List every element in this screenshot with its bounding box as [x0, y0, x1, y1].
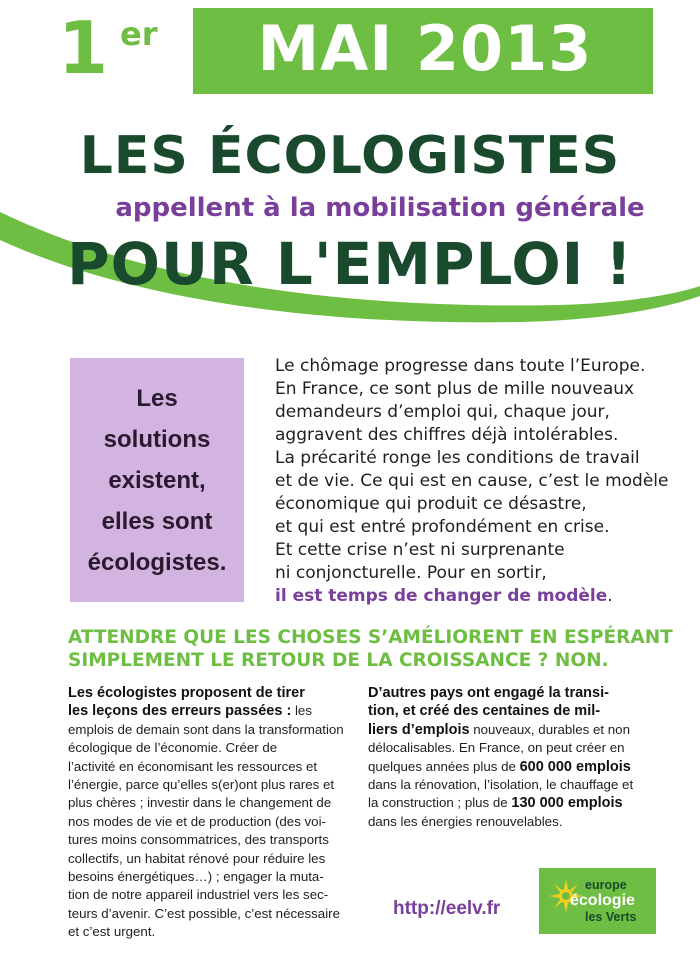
callout-line: solutions [103, 426, 211, 453]
callout-text [70, 378, 244, 583]
right-col-bold-1: D’autres pays ont engagé la transi- [368, 685, 609, 701]
date-day-suffix: er [120, 15, 158, 53]
right-col-text: la construction ; plus de [368, 795, 512, 811]
left-col-line: tures moins consommatrices, des transports [68, 832, 329, 848]
left-col-line: tion de notre appareil industriel vers les sec- [68, 887, 329, 903]
left-column-text [68, 684, 358, 942]
intro-line: et qui est entré profondément en crise. [275, 517, 610, 537]
left-col-bold-1: Les écologistes proposent de tirer [68, 685, 305, 701]
right-col-line [368, 758, 668, 776]
right-column-text [368, 684, 668, 831]
right-col-stat-600k: 600 000 emplois [519, 758, 631, 775]
intro-line: demandeurs d’emploi qui, chaque jour, [275, 402, 610, 422]
intro-line: économique qui produit ce désastre, [275, 494, 587, 514]
headline-employment: POUR L'EMPLOI ! [67, 230, 633, 298]
section-heading-line-2: SIMPLEMENT LE RETOUR DE LA CROISSANCE ? NON. [68, 650, 609, 671]
left-col-line: collectifs, un habitat rénové pour réduire les [68, 850, 326, 866]
left-col-bold-line [68, 684, 358, 702]
logo-text-ecologie: écologie [570, 892, 635, 909]
right-col-line: dans la rénovation, l’isolation, le chauffage et [368, 777, 634, 793]
left-col-line: écologique de l’économie. Créer de [68, 740, 278, 756]
intro-line: Et cette crise n’est ni surprenante [275, 540, 565, 560]
intro-line: aggravent des chiffres déjà intolérables. [275, 425, 619, 445]
left-col-bold-2: les leçons des erreurs passées : [68, 703, 292, 720]
headline-ecologists: LES ÉCOLOGISTES [79, 126, 621, 186]
left-col-line: nos modes de vie et de production (des voi- [68, 813, 326, 829]
logo-text-les-verts: les Verts [585, 910, 637, 924]
intro-line: et de vie. Ce qui est en cause, c’est le modèle [275, 471, 669, 491]
subheadline: appellent à la mobilisation générale [115, 193, 645, 223]
left-col-line: teurs d’avenir. C’est possible, c’est nécessaire [68, 905, 340, 921]
logo-text-europe: europe [585, 878, 627, 892]
intro-call-to-action: il est temps de changer de modèle [275, 586, 608, 606]
right-col-line [368, 794, 668, 812]
date-day-number: 1 [58, 6, 107, 90]
callout-line: existent, [108, 467, 206, 494]
intro-cta-line [275, 585, 685, 608]
intro-line: En France, ce sont plus de mille nouveaux [275, 379, 635, 399]
intro-cta-period: . [607, 586, 613, 606]
right-col-line: délocalisables. En France, on peut créer en [368, 740, 625, 756]
right-col-stat-130k: 130 000 emplois [511, 795, 623, 812]
website-link[interactable]: http://eelv.fr [393, 898, 501, 919]
right-col-bold-line [368, 702, 668, 720]
right-col-text: quelques années plus de [368, 758, 520, 774]
left-col-bold-line [68, 702, 358, 720]
right-col-after-bold: nouveaux, durables et non [469, 721, 630, 737]
right-col-bold-line [368, 684, 668, 702]
right-col-bold-line [368, 721, 668, 739]
callout-line: elles sont [101, 508, 213, 535]
right-col-line: dans les énergies renouvelables. [368, 813, 563, 829]
date-banner-text: MAI 2013 [257, 12, 593, 85]
intro-line: La précarité ronge les conditions de travail [275, 448, 640, 468]
right-col-bold-2: tion, et créé des centaines de mil- [368, 703, 601, 720]
left-col-line: besoins énergétiques…) ; engager la muta- [68, 869, 324, 885]
left-col-line: plus chères ; investir dans le changement de [68, 795, 332, 811]
right-col-bold-3: liers d’emplois [368, 721, 470, 738]
intro-paragraph [275, 355, 685, 608]
section-heading [68, 626, 688, 672]
intro-line: Le chômage progresse dans toute l’Europe. [275, 356, 646, 376]
left-col-line: l’énergie, parce qu’elles s(er)ont plus rares et [68, 777, 335, 793]
intro-line: ni conjoncturelle. Pour en sortir, [275, 563, 547, 583]
left-col-line: l’activité en économisant les ressources et [68, 758, 318, 774]
left-col-line: emplois de demain sont dans la transformation [68, 721, 344, 737]
callout-line: Les [136, 385, 178, 412]
section-heading-line-1: ATTENDRE QUE LES CHOSES S’AMÉLIORENT EN ESPÉRANT [68, 627, 673, 648]
left-col-after-bold: les [291, 703, 312, 719]
left-col-line: et c’est urgent. [68, 924, 156, 940]
callout-line: écologistes. [87, 549, 227, 576]
